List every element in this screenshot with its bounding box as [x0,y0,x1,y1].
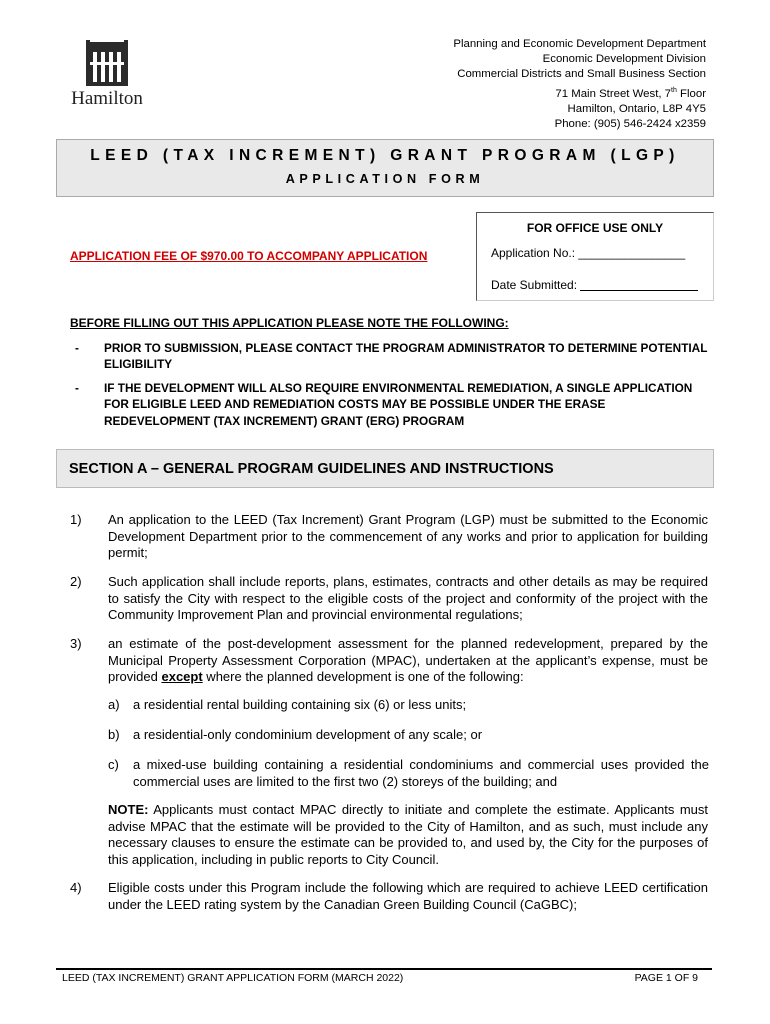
footer-divider [56,968,712,970]
application-number-row [491,246,685,260]
address-line-section: Commercial Districts and Small Business Section [457,68,706,81]
item-4-text: Eligible costs under this Program include the following which are required to achieve LEED certification under the LEED rating system by the Canadian Green Building Council (CaGBC); [108,880,708,912]
sub-item-a-text: a residential rental building containing six (6) or less units; [133,697,467,712]
item-3-text-before: an estimate of the post-development assessment for the planned redevelopment, prepared by the Municipal Property Assessment Corporation (MPAC), undertaken at the applicant’s expense, must be provided [108,636,708,685]
application-fee-notice: APPLICATION FEE OF $970.00 TO ACCOMPANY APPLICATION [70,249,428,263]
form-title: LEED (TAX INCREMENT) GRANT PROGRAM (LGP) [90,147,680,164]
form-subtitle: APPLICATION FORM [285,172,485,186]
sub-item-c-letter: c) [108,757,119,772]
date-submitted-label: Date Submitted: [491,278,581,292]
bullet-dash: - [75,381,79,395]
address-line-phone: Phone: (905) 546-2424 x2359 [554,117,706,130]
logo-wordmark: Hamilton [71,88,143,109]
city-logo [66,40,148,112]
item-1-number: 1) [70,512,82,527]
office-use-title: FOR OFFICE USE ONLY [526,221,664,235]
item-2-number: 2) [70,574,82,589]
address-line-street [346,83,706,102]
sub-item-a-letter: a) [108,697,120,712]
note-label: NOTE: [108,802,149,817]
mpac-note [108,802,708,868]
street-suffix: Floor [676,87,706,100]
office-use-box [476,212,714,301]
address-line-department: Planning and Economic Development Department [453,38,706,50]
item-2-text: Such application shall include reports, plans, estimates, contracts and other details as may be required to satisfy the City with respect to the eligible costs of the project and conformity of the project with the Community Improvement Plan and provincial environmental regulations; [108,574,708,623]
date-submitted-row [491,278,698,292]
footer-page-number: PAGE 1 OF 9 [634,972,698,984]
street-prefix: 71 Main Street West, 7 [555,87,672,100]
address-line-city: Hamilton, Ontario, L8P 4Y5 [567,102,706,115]
sub-item-b-text: a residential-only condominium development of any scale; or [133,727,483,742]
section-a-title: SECTION A – GENERAL PROGRAM GUIDELINES AND INSTRUCTIONS [69,461,554,477]
item-1-text: An application to the LEED (Tax Increment) Grant Program (LGP) must be submitted to the Economic Development Department prior to the commencement of any works and prior to application for building permit; [108,512,708,561]
item-3-text [108,636,708,686]
item-4-number: 4) [70,880,82,895]
form-title-box [56,139,714,197]
application-number-label: Application No.: [491,246,579,260]
address-line-division: Economic Development Division [542,53,706,66]
bullet-dash: - [75,341,79,355]
department-address [346,37,706,132]
sub-item-c-text: a mixed-use building containing a residential condominiums and commercial uses provided the commercial uses are limited to the first two (2) storeys of the building; and [133,757,709,789]
item-3-text-after: where the planned development is one of the following: [202,669,524,685]
note-text: Applicants must contact MPAC directly to initiate and complete the estimate. Applicants must advise MPAC that the estimate will be provided to the City of Hamilton, and as such, must include any necessary clauses to ensure the estimate can be provided to, and used by, the City for the purposes of this application, including in public reports to City Council. [108,802,708,867]
bullet-text: IF THE DEVELOPMENT WILL ALSO REQUIRE ENVIRONMENTAL REMEDIATION, A SINGLE APPLICATION FOR ELIGIBLE LEED AND REMEDIATION COSTS MAY BE POSSIBLE UNDER THE ERASE REDEVELOPMENT (TAX INCREMENT) GRANT (ERG) PROGRAM [104,381,693,428]
item-3-number: 3) [70,636,82,651]
section-a-header [56,449,714,488]
sub-item-b-letter: b) [108,727,120,742]
bullet-text: PRIOR TO SUBMISSION, PLEASE CONTACT THE PROGRAM ADMINISTRATOR TO DETERMINE POTENTIAL ELIGIBILITY [104,341,708,372]
item-3-except: except [161,669,203,685]
notes-heading: BEFORE FILLING OUT THIS APPLICATION PLEASE NOTE THE FOLLOWING: [70,316,509,330]
city-hall-icon [66,40,148,88]
application-number-field[interactable]: ________________ [578,246,686,260]
date-submitted-field[interactable] [580,279,698,291]
footer-form-name: LEED (TAX INCREMENT) GRANT APPLICATION FORM (MARCH 2022) [62,972,404,984]
street-sup: th [671,86,677,94]
